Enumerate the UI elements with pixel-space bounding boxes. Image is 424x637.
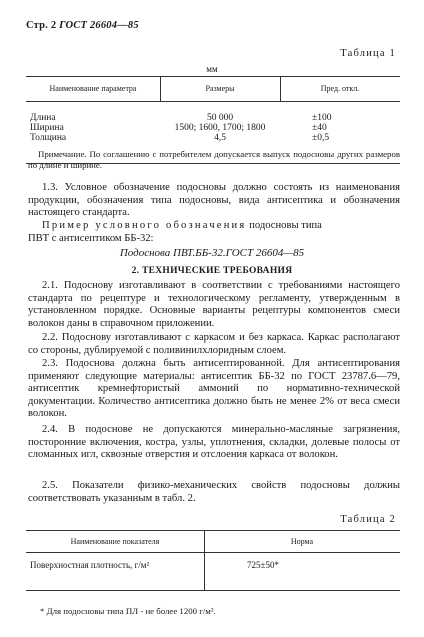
- table1-units: мм: [206, 64, 218, 74]
- table1-row-name: Ширина: [30, 123, 64, 133]
- paragraph-1-3: 1.3. Условное обозначение подосновы должно состоять из наименования продукции, обозначения типа подосновы, вида антисептика и обозначения настоящего стандарта.: [28, 182, 400, 219]
- page-header: [26, 20, 139, 31]
- table1-row-dev: ±0,5: [312, 133, 330, 143]
- table2-caption: Таблица 2: [340, 514, 396, 525]
- table2-row-value: 725±50*: [247, 560, 279, 570]
- example-line: [28, 220, 400, 233]
- table1-row-size: 50 000: [206, 113, 234, 123]
- paragraph-2-1: 2.1. Подоснову изготавливают в соответствии с требованиями настоящего стандарта по рецептуре и технологическому регламенту, утвержденным в установленном порядке. Основные варианты рецептуры компонентов смеси волокон даны в справочном приложении.: [28, 280, 400, 329]
- paragraph-2-4: 2.4. В подоснове не допускаются минерально-масляные загрязнения, посторонние включения, кострa, узлы, уплотнения, складки, долевые полосы от сломанных игл, сквозные отверстия и отслоения каркаса от волокон.: [28, 424, 400, 461]
- table2-footnote: * Для подосновы типа ПЛ - не более 1200 г/м².: [40, 606, 216, 616]
- example-line-2: ПВТ с антисептиком ББ-32:: [28, 233, 154, 244]
- table1-row-name: Длина: [30, 113, 56, 123]
- example-rest: подосновы типа: [246, 220, 322, 231]
- table2-bottom-rule: [26, 590, 400, 591]
- table1-row-size: 4,5: [214, 133, 226, 143]
- table1-header-name: Наименование параметра: [49, 84, 137, 93]
- paragraph-2-2: 2.2. Подоснову изготавливают с каркасом и без каркаса. Каркас располагают со стороны, дублируемой с поливинилхлоридным слоем.: [28, 332, 400, 356]
- table1-header-dev: Пред. откл.: [320, 84, 360, 93]
- table1-row-name: Толщина: [30, 133, 67, 143]
- standard-number: ГОСТ 26604—85: [59, 20, 139, 31]
- table1-header-size: Размеры: [205, 84, 235, 93]
- table1-top-rule: [26, 76, 400, 77]
- table1-caption: Таблица 1: [340, 48, 396, 59]
- table2-row-name: Поверхностная плотность, г/м²: [30, 560, 150, 570]
- example-lead: Пример условного обозначения: [42, 220, 247, 231]
- table2-header-rule: [26, 552, 400, 553]
- example-designation: Подоснова ПВТ.ББ-32.ГОСТ 26604—85: [119, 247, 305, 259]
- paragraph-2-5: 2.5. Показатели физико-механических свойств подосновы должны соответствовать указанным в табл. 2.: [28, 480, 400, 504]
- table1-note: Примечание. По соглашению с потребителем допускается выпуск подосновы других размеров по длине и ширине.: [28, 149, 400, 170]
- table1-row-dev: ±100: [312, 113, 332, 123]
- paragraph-2-3: 2.3. Подоснова должна быть антисептированной. Для антисептирования применяют следующие материалы: антисептик ББ-32 по ГОСТ 23787.6—79, антисептик кремнефтористый аммоний по нормативно-технической документации. Количество антисептика должно быть не менее 2% от веса смеси волокон.: [28, 358, 400, 420]
- table2-header-name: Наименование показателя: [70, 537, 160, 546]
- table1-row-dev: ±40: [312, 123, 327, 133]
- table1-row-size: 1500; 1600, 1700; 1800: [174, 123, 266, 133]
- table1-header-rule: [26, 101, 400, 102]
- page-number: Стр. 2: [26, 20, 57, 31]
- table2-header-norm: Норма: [290, 537, 314, 546]
- section-title: 2. ТЕХНИЧЕСКИЕ ТРЕБОВАНИЯ: [131, 266, 293, 276]
- table2-top-rule: [26, 530, 400, 531]
